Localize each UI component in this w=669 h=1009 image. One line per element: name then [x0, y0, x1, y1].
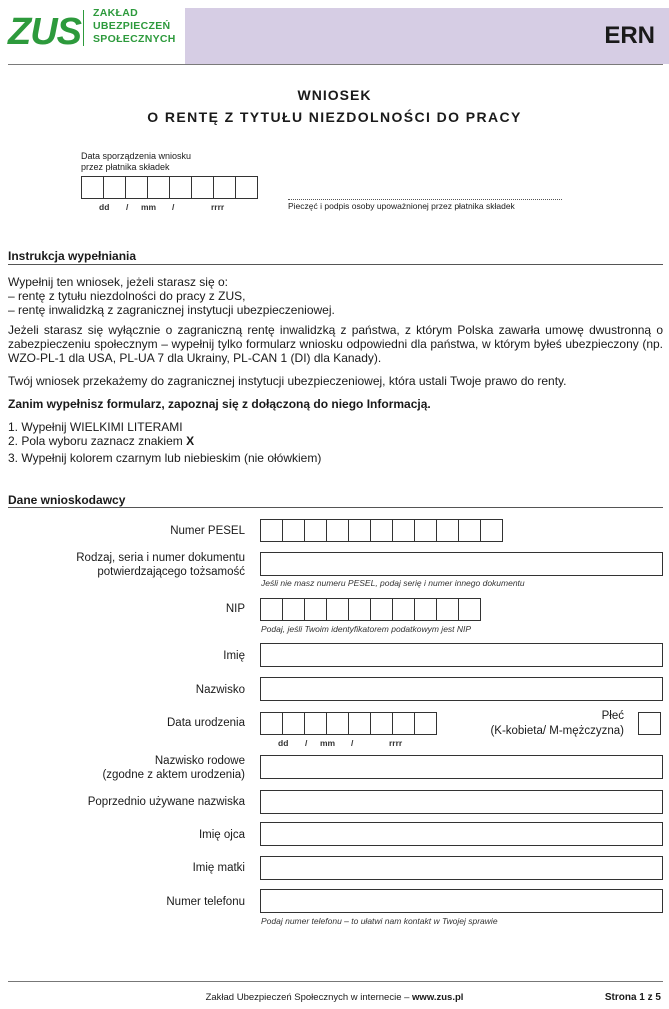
birth-date-year-box[interactable]	[392, 712, 415, 735]
previous-names-label: Poprzednio używane nazwiska	[87, 796, 245, 808]
instructions-rule: 1. Wypełnij WIELKIMI LITERAMI	[8, 420, 183, 434]
sex-hint: (K-kobieta/ M-mężczyzna)	[490, 725, 624, 737]
pesel-digit-box[interactable]	[458, 519, 481, 542]
birth-date-boxes[interactable]	[260, 712, 437, 735]
nip-digit-box[interactable]	[436, 598, 459, 621]
pesel-digit-box[interactable]	[392, 519, 415, 542]
pesel-digit-box[interactable]	[282, 519, 305, 542]
pesel-digit-box[interactable]	[414, 519, 437, 542]
birth-date-mm-label: mm	[320, 738, 336, 748]
birth-date-separator: /	[305, 738, 308, 748]
nip-digit-box[interactable]	[304, 598, 327, 621]
pesel-digit-box[interactable]	[370, 519, 393, 542]
first-name-field[interactable]	[260, 643, 663, 667]
instructions-divider	[8, 264, 663, 265]
instructions-forward-paragraph: Twój wniosek przekażemy do zagranicznej instytucji ubezpieczeniowej, która ustali Twoje prawo do renty.	[8, 374, 567, 388]
prep-date-day-box[interactable]	[81, 176, 104, 199]
phone-field[interactable]	[260, 889, 663, 913]
instructions-bullet: – rentę z tytułu niezdolności do pracy z ZUS,	[8, 289, 246, 303]
document-hint: Jeśli nie masz numeru PESEL, podaj serię i numer innego dokumentu	[261, 578, 525, 588]
birth-date-separator: /	[351, 738, 354, 748]
footer-divider	[8, 981, 663, 982]
footer-caption: Zakład Ubezpieczeń Społecznych w internecie –	[205, 992, 413, 1003]
nip-digit-box[interactable]	[326, 598, 349, 621]
zus-logo	[0, 0, 185, 64]
nip-digit-box[interactable]	[282, 598, 305, 621]
nip-digit-box[interactable]	[370, 598, 393, 621]
prep-date-month-box[interactable]	[125, 176, 148, 199]
birth-date-year-box[interactable]	[370, 712, 393, 735]
prep-date-month-box[interactable]	[147, 176, 170, 199]
document-label: Rodzaj, seria i numer dokumentu potwierdzającego tożsamość	[76, 552, 245, 578]
signature-line[interactable]	[288, 199, 562, 200]
instructions-rule-mark: X	[186, 434, 195, 448]
prep-date-year-box[interactable]	[169, 176, 192, 199]
prep-date-year-box[interactable]	[213, 176, 236, 199]
nip-boxes[interactable]	[260, 598, 481, 621]
logo-separator	[83, 10, 84, 46]
form-title-line1: WNIOSEK	[297, 87, 372, 103]
surname-label: Nazwisko	[195, 684, 245, 696]
nip-digit-box[interactable]	[348, 598, 371, 621]
applicant-heading: Dane wnioskodawcy	[8, 493, 126, 507]
nip-digit-box[interactable]	[392, 598, 415, 621]
pesel-digit-box[interactable]	[326, 519, 349, 542]
prep-date-day-box[interactable]	[103, 176, 126, 199]
phone-label: Numer telefonu	[166, 896, 245, 908]
nip-label: NIP	[225, 603, 245, 615]
pesel-digit-box[interactable]	[480, 519, 503, 542]
birth-date-year-box[interactable]	[414, 712, 437, 735]
surname-field[interactable]	[260, 677, 663, 701]
pesel-digit-box[interactable]	[348, 519, 371, 542]
prep-date-mm-label: mm	[141, 202, 157, 212]
prep-date-year-box[interactable]	[191, 176, 214, 199]
prep-date-separator: /	[126, 202, 129, 212]
instructions-foreign-paragraph: Jeżeli starasz się wyłącznie o zagraniczną rentę inwalidzką z państwa, z którym Polska zawarła umowę dwustronną o zabezpieczeniu społecznym – wypełnij tylko formularz wniosku odpowiedni dla państwa, w którym byłeś ubezpieczony (np. WZO-PL-1 dla USA, PL-UA 7 dla Ukrainy, PL-CAN 1 (DI) dla Kanady).	[8, 323, 663, 365]
prep-date-year-box[interactable]	[235, 176, 258, 199]
mother-name-label: Imię matki	[192, 862, 245, 874]
sex-label: Płeć	[601, 710, 624, 722]
birth-date-label: Data urodzenia	[167, 717, 245, 729]
prep-date-caption: Data sporządzenia wniosku przez płatnika składek	[81, 151, 192, 172]
header-divider	[8, 64, 663, 65]
mother-name-field[interactable]	[260, 856, 663, 880]
pesel-digit-box[interactable]	[260, 519, 283, 542]
birth-date-day-box[interactable]	[282, 712, 305, 735]
form-code: ERN	[604, 22, 655, 49]
form-code-banner	[185, 8, 669, 64]
zus-logo-mark: ZUS	[8, 11, 81, 53]
first-name-label: Imię	[223, 650, 245, 662]
previous-names-field[interactable]	[260, 790, 663, 814]
instructions-rule-text: 2. Pola wyboru zaznacz znakiem	[8, 434, 187, 448]
zus-logo-name: ZAKŁAD UBEZPIECZEŃ SPOŁECZNYCH	[93, 7, 176, 45]
pesel-label: Numer PESEL	[170, 525, 245, 537]
prep-date-separator: /	[172, 202, 175, 212]
birth-date-day-box[interactable]	[260, 712, 283, 735]
instructions-bold-note: Zanim wypełnisz formularz, zapoznaj się z dołączoną do niego Informacją.	[8, 397, 431, 411]
instructions-bullet: – rentę inwalidzką z zagranicznej instytucji ubezpieczeniowej.	[8, 303, 335, 317]
family-name-field[interactable]	[260, 755, 663, 779]
applicant-divider	[8, 507, 663, 508]
page-number: Strona 1 z 5	[604, 992, 661, 1003]
birth-date-month-box[interactable]	[326, 712, 349, 735]
nip-digit-box[interactable]	[414, 598, 437, 621]
footer-text	[0, 992, 669, 1003]
nip-digit-box[interactable]	[458, 598, 481, 621]
prep-date-boxes[interactable]	[81, 176, 258, 199]
instructions-intro: Wypełnij ten wniosek, jeżeli starasz się o:	[8, 275, 228, 289]
signature-caption: Pieczęć i podpis osoby upoważnionej przez płatnika składek	[288, 201, 515, 211]
father-name-label: Imię ojca	[198, 829, 245, 841]
pesel-boxes[interactable]	[260, 519, 503, 542]
birth-date-dd-label: dd	[278, 738, 289, 748]
phone-hint: Podaj numer telefonu – to ułatwi nam kontakt w Twojej sprawie	[261, 916, 498, 926]
nip-hint: Podaj, jeśli Twoim identyfikatorem podatkowym jest NIP	[261, 624, 472, 634]
birth-date-month-box[interactable]	[304, 712, 327, 735]
instructions-rule	[8, 434, 194, 448]
document-field[interactable]	[260, 552, 663, 576]
prep-date-yyyy-label: rrrr	[211, 202, 225, 212]
pesel-digit-box[interactable]	[436, 519, 459, 542]
form-title-line2: O RENTĘ Z TYTUŁU NIEZDOLNOŚCI DO PRACY	[147, 109, 522, 125]
footer-url-link[interactable]: www.zus.pl	[412, 992, 464, 1003]
prep-date-dd-label: dd	[99, 202, 110, 212]
nip-digit-box[interactable]	[260, 598, 283, 621]
instructions-rule: 3. Wypełnij kolorem czarnym lub niebieskim (nie ołówkiem)	[8, 451, 322, 465]
birth-date-yyyy-label: rrrr	[389, 738, 403, 748]
birth-date-year-box[interactable]	[348, 712, 371, 735]
family-name-label: Nazwisko rodowe (zgodne z aktem urodzenia)	[102, 755, 245, 781]
instructions-heading: Instrukcja wypełniania	[8, 249, 137, 263]
pesel-digit-box[interactable]	[304, 519, 327, 542]
sex-box[interactable]	[638, 712, 661, 735]
father-name-field[interactable]	[260, 822, 663, 846]
